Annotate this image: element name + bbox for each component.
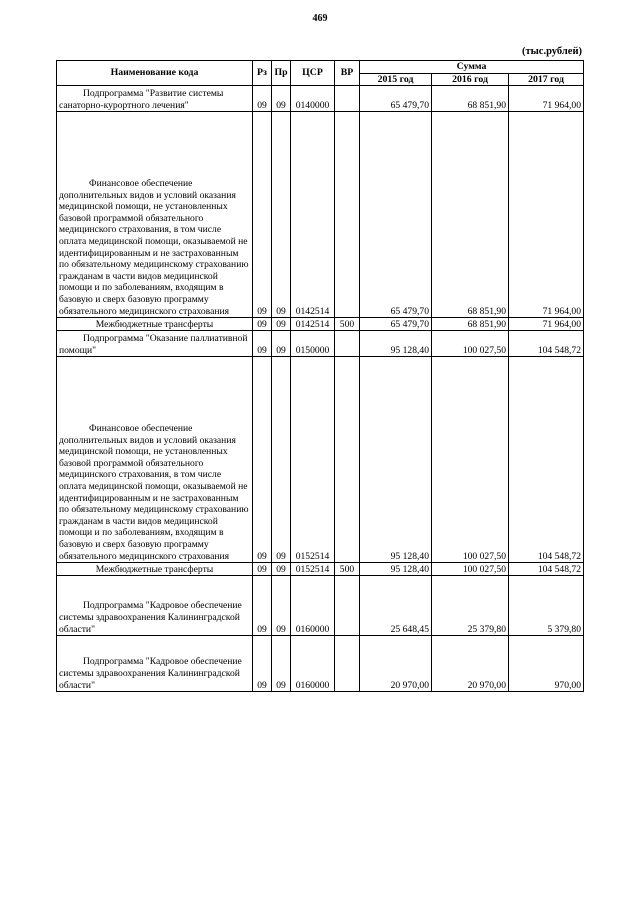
row-vr: 500 (335, 318, 360, 331)
budget-table (56, 60, 584, 692)
row-pr: 09 (272, 636, 291, 692)
row-2017: 5 379,80 (509, 576, 584, 636)
row-csr: 0140000 (291, 86, 335, 112)
row-rz: 09 (253, 86, 272, 112)
row-2016: 68 851,90 (432, 112, 509, 318)
row-rz: 09 (253, 331, 272, 357)
row-2017: 71 964,00 (509, 112, 584, 318)
row-name: Подпрограмма "Кадровое обеспечение системы здравоохранения Калининградской области" (57, 576, 253, 636)
row-name-rest: дополнительных видов и условий оказания медицинской помощи, не установленных базовой программой обязательного медицинского страхования, в том числе оплата медицинской помощи, оказываемой не идентифицированным и не застрахованным по обязательному медицинскому страхованию гражданам в части видов медицинской помощи и по заболеваниям, входящим в базовую и сверх базовую программу обязательного медицинского страхования (59, 189, 249, 317)
row-2015: 65 479,70 (360, 318, 432, 331)
row-vr (335, 636, 360, 692)
row-rz: 09 (253, 357, 272, 563)
table-row (57, 357, 584, 563)
header-sum: Сумма (360, 61, 584, 74)
table-row (57, 576, 584, 636)
row-csr: 0160000 (291, 636, 335, 692)
row-vr (335, 86, 360, 112)
header-2016: 2016 год (432, 73, 509, 86)
row-pr: 09 (272, 331, 291, 357)
row-2015: 95 128,40 (360, 331, 432, 357)
row-2017: 104 548,72 (509, 563, 584, 576)
row-2015: 25 648,45 (360, 576, 432, 636)
row-csr: 0142514 (291, 318, 335, 331)
row-2015: 65 479,70 (360, 112, 432, 318)
row-2017: 71 964,00 (509, 318, 584, 331)
row-vr (335, 357, 360, 563)
table-row (57, 318, 584, 331)
table-row (57, 636, 584, 692)
table-row (57, 563, 584, 576)
row-pr: 09 (272, 357, 291, 563)
page-number: 469 (312, 13, 328, 24)
row-2015: 20 970,00 (360, 636, 432, 692)
row-2016: 25 379,80 (432, 576, 509, 636)
row-csr: 0142514 (291, 112, 335, 318)
row-vr (335, 331, 360, 357)
row-rz: 09 (253, 318, 272, 331)
header-2017: 2017 год (509, 73, 584, 86)
row-name-first: Финансовое обеспечение (89, 178, 193, 190)
row-name-rest: дополнительных видов и условий оказания медицинской помощи, не установленных базовой программой обязательного медицинского страхования, в том числе оплата медицинской помощи, оказываемой не идентифицированным и не застрахованным по обязательному медицинскому страхованию гражданам в части видов медицинской помощи и по заболеваниям, входящим в базовую и сверх базовую программу обязательного медицинского страхования (59, 434, 249, 562)
row-name: Подпрограмма "Развитие системы санаторно-курортного лечения" (57, 86, 253, 112)
row-vr (335, 576, 360, 636)
table-row (57, 112, 584, 318)
units-label: (тыс.рублей) (521, 46, 582, 57)
row-pr: 09 (272, 112, 291, 318)
row-name-first: Финансовое обеспечение (89, 423, 193, 435)
row-2016: 100 027,50 (432, 331, 509, 357)
row-pr: 09 (272, 576, 291, 636)
header-vr: ВР (335, 61, 360, 86)
row-name: Подпрограмма "Кадровое обеспечение системы здравоохранения Калининградской области" (57, 636, 253, 692)
row-rz: 09 (253, 576, 272, 636)
row-name: Подпрограмма "Оказание паллиативной помощи" (57, 331, 253, 357)
row-2017: 104 548,72 (509, 357, 584, 563)
row-vr: 500 (335, 563, 360, 576)
row-name: Межбюджетные трансферты (57, 318, 253, 331)
row-pr: 09 (272, 86, 291, 112)
header-2015: 2015 год (360, 73, 432, 86)
row-2015: 65 479,70 (360, 86, 432, 112)
row-vr (335, 112, 360, 318)
row-csr: 0152514 (291, 357, 335, 563)
row-csr: 0150000 (291, 331, 335, 357)
row-2016: 68 851,90 (432, 86, 509, 112)
row-2016: 68 851,90 (432, 318, 509, 331)
row-2016: 100 027,50 (432, 357, 509, 563)
row-rz: 09 (253, 636, 272, 692)
table-row (57, 86, 584, 112)
row-2016: 20 970,00 (432, 636, 509, 692)
row-name (57, 357, 253, 563)
header-pr: Пр (272, 61, 291, 86)
row-2017: 71 964,00 (509, 86, 584, 112)
row-rz: 09 (253, 563, 272, 576)
row-2017: 970,00 (509, 636, 584, 692)
header-rz: Рз (253, 61, 272, 86)
row-csr: 0160000 (291, 576, 335, 636)
row-2017: 104 548,72 (509, 331, 584, 357)
row-name (57, 112, 253, 318)
table-row (57, 331, 584, 357)
row-csr: 0152514 (291, 563, 335, 576)
row-name: Межбюджетные трансферты (57, 563, 253, 576)
row-2015: 95 128,40 (360, 563, 432, 576)
header-name: Наименование кода (57, 61, 253, 86)
row-2016: 100 027,50 (432, 563, 509, 576)
row-2015: 95 128,40 (360, 357, 432, 563)
header-row-1 (57, 61, 584, 74)
row-rz: 09 (253, 112, 272, 318)
row-pr: 09 (272, 563, 291, 576)
row-pr: 09 (272, 318, 291, 331)
header-csr: ЦСР (291, 61, 335, 86)
